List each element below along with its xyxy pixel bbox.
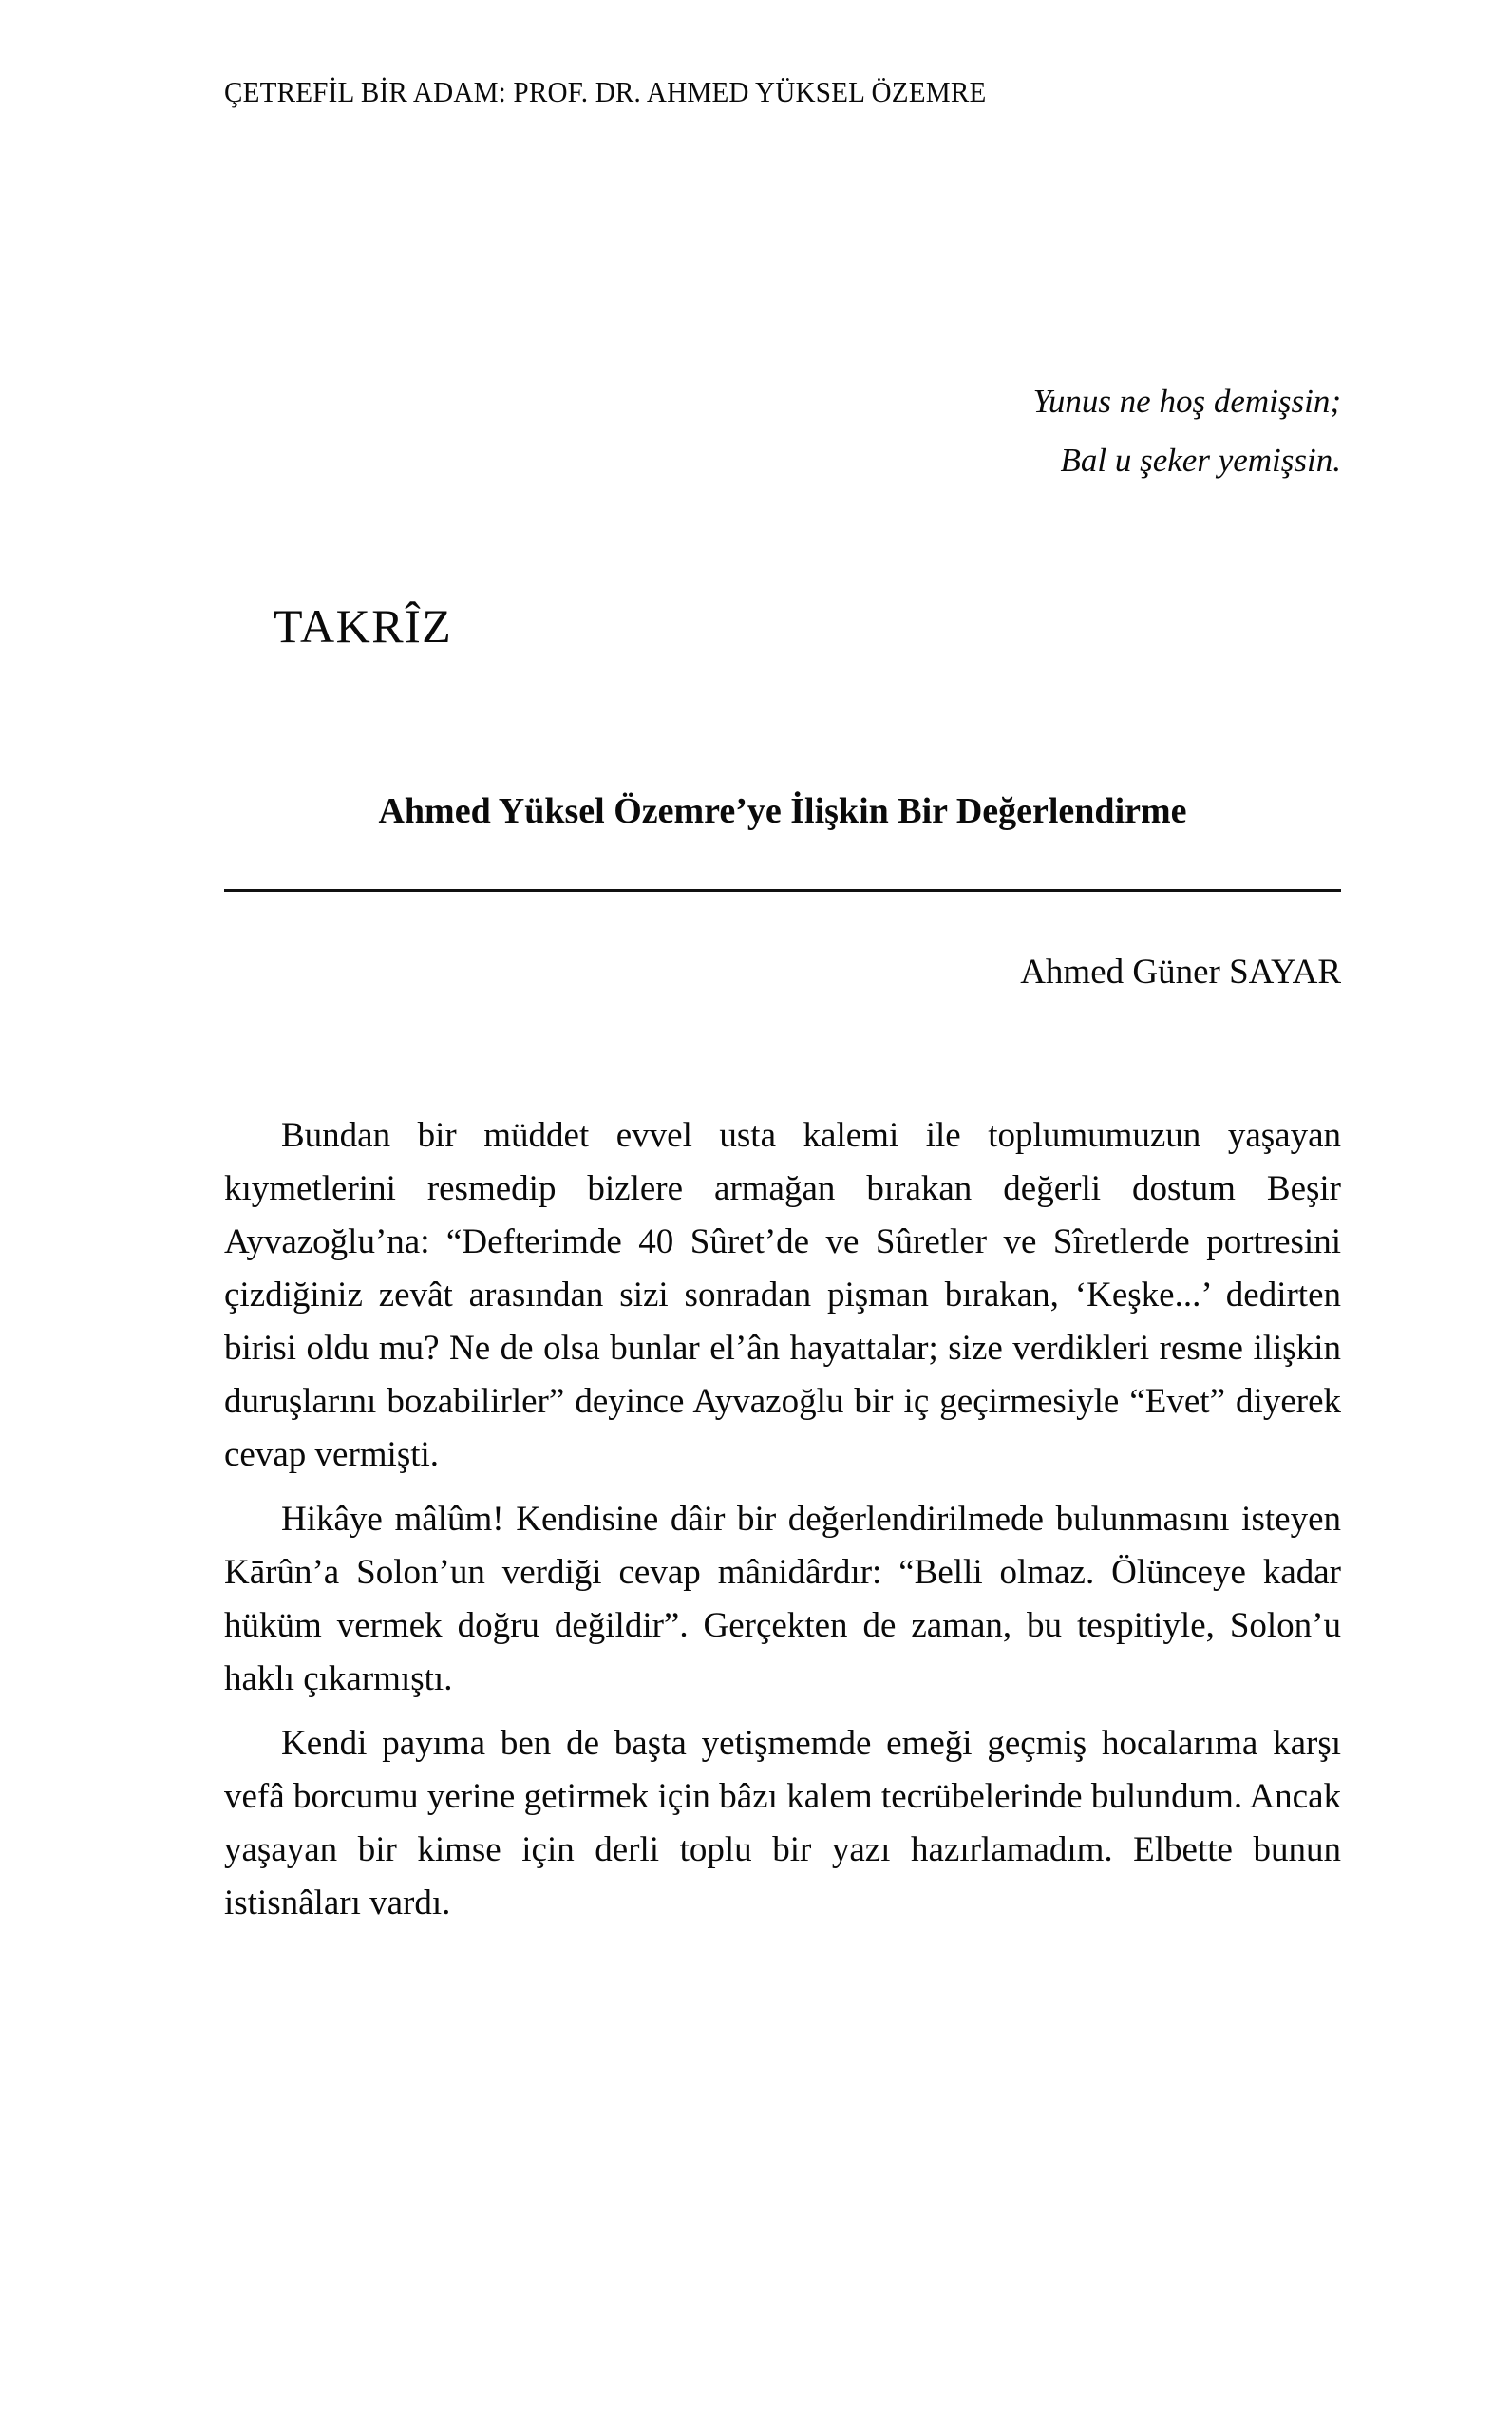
page-title: TAKRÎZ [274,599,453,653]
epigraph [486,372,1341,490]
paragraph: Hikâye mâlûm! Kendisine dâir bir değerlendirilmede bulunmasını isteyen Kārûn’a Solon’un verdiği cevap mânidârdır: “Belli olmaz. Ölünceye kadar hüküm vermek doğru değildir”. Gerçekten de zaman, bu tespitiyle, Solon’u haklı çıkarmıştı. [224,1500,1341,1698]
paragraph: Kendi payıma ben de başta yetişmemde emeği geçmiş hocalarıma karşı vefâ borcumu yerine getirmek için bâzı kalem tecrübelerinde bulundum. Ancak yaşayan bir kimse için derli toplu bir yazı hazırlamadım. Elbette bunun istisnâları vardı. [224,1724,1341,1922]
epigraph-line-1: Yunus ne hoş demişsin; [1032,383,1341,420]
section-subtitle: Ahmed Yüksel Özemre’ye İlişkin Bir Değerlendirme [378,791,1187,831]
horizontal-rule [224,889,1341,892]
paragraph: Bundan bir müddet evvel usta kalemi ile toplumumuzun yaşayan kıymetlerini resmedip bizlere armağan bırakan değerli dostum Beşir Ayvazoğlu’na: “Defterimde 40 Sûret’de ve Sûretler ve Sîretlerde portresini çizdiğiniz zevât arasından sizi sonradan pişman bırakan, ‘Keşke...’ dedirten birisi oldu mu? Ne de olsa bunlar el’ân hayattalar; size verdikleri resme ilişkin duruşlarını bozabilirler” deyince Ayvazoğlu bir iç geçirmesiyle “Evet” diyerek cevap vermişti. [224,1116,1341,1474]
running-header: ÇETREFİL BİR ADAM: PROF. DR. AHMED YÜKSEL ÖZEMRE [224,75,987,108]
body-text [224,1109,1341,1930]
author-byline: Ahmed Güner SAYAR [1020,953,1341,992]
epigraph-line-2: Bal u şeker yemişsin. [1060,442,1341,479]
